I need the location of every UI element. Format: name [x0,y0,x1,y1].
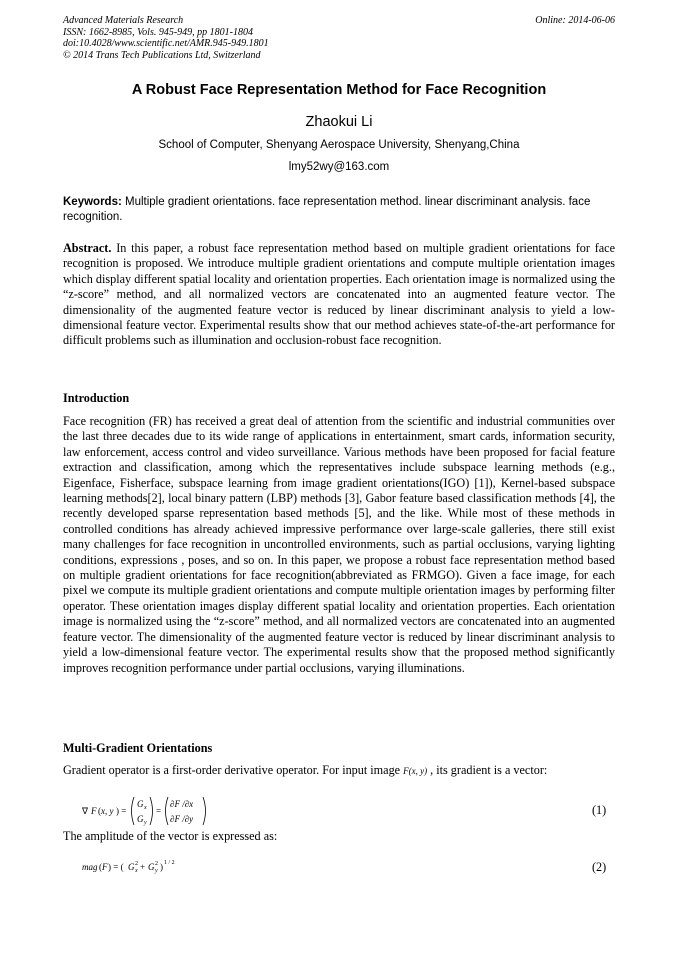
svg-text:∇: ∇ [82,806,89,816]
svg-text:G: G [128,862,135,872]
journal-header [63,15,269,61]
svg-text:∂F /∂x: ∂F /∂x [170,799,194,809]
abstract-text: In this paper, a robust face representation method based on multiple gradient orientations for face recognition is proposed. We introduce multiple gradient orientations and compute multiple orientation images which display different spatial locality and orientation properties. Each orientation image is normalized using the “z-score” method, and all normalized vectors are concatenated into an augmented feature vector. The dimensionality of the augmented feature vector is reduced by linear discriminant analysis to yield a low-dimensional feature vector. Experimental results show that our method achieves state-of-the-art performance for difficult problems such as illumination and occlusion-robust face recognition. [63,241,615,348]
svg-text:G: G [137,814,144,824]
equation-2 [82,856,192,876]
gradient-text-b: , its gradient is a vector: [427,763,548,777]
svg-text:2: 2 [155,861,158,867]
svg-text:+: + [140,862,146,872]
svg-text:mag: mag [82,862,98,872]
svg-text:x: x [144,805,147,811]
gradient-sentence [63,763,615,779]
keywords-text: Multiple gradient orientations. face representation method. linear discriminant analysis. face recognition. [63,196,591,223]
svg-text:x: x [135,868,138,874]
svg-text:y: y [144,820,147,826]
keywords-label: Keywords: [63,196,122,208]
svg-text:F: F [102,862,108,872]
equation-2-number: (2) [592,860,607,874]
abstract [63,241,615,349]
paper-author: Zhaokui Li [305,114,373,130]
equation-1 [82,794,222,828]
svg-text:(: ( [99,862,102,872]
paper-email: lmy52wy@163.com [288,161,390,173]
paper-title: A Robust Face Representation Method for Face Recognition [131,82,547,98]
svg-text:2: 2 [135,861,138,867]
svg-text:): ) [160,862,163,872]
journal-issn: ISSN: 1662-8985, Vols. 945-949, pp 1801-1804 [63,26,253,38]
intro-heading: Introduction [63,391,130,405]
svg-text:(: ( [98,806,101,816]
svg-text:1 / 2: 1 / 2 [164,860,175,866]
intro-paragraph: Face recognition (FR) has received a great deal of attention from the scientific and industrial communities over the last three decades due to its wide range of applications in entertainment, smart cards, information security, law enforcement, access control and video surveillance. Various methods have been proposed for facial feature extraction and classification, among which the representatives include subspace learning methods (e.g., Eigenface, Fisherface, subspace learning from image gradient orientations(IGO) [1]), Kernel-based subspace learning methods[2], local binary pattern (LBP) methods [3], Gabor feature based classification methods [4], the recently developed sparse representation based methods [5], and the like. While most of these methods in controlled conditions has already achieved impressive performance over large-scale galleries, there still exist many challenges for face recognition in uncontrolled environments, such as partial occlusions, varying lighting conditions, expressions , poses, and so on. In this paper, we propose a robust face representation method based on multiple gradient orientations for face recognition(abbreviated as FRMGO). Given a face image, for each pixel we compute its multiple gradient orientations and compute multiple orientation images by performing filter operator. These orientation images display different spatial locality and orientation properties. Each orientation image is normalized using the “z-score” method, and all normalized vectors are concatenated into an augmented feature vector. The dimensionality of the augmented feature vector is reduced by linear discriminant analysis to yield a low-dimensional feature vector. The experimental results show that the proposed method significantly improves recognition performance under partial occlusions, varying illuminations. [63,414,615,675]
paper-affiliation: School of Computer, Shenyang Aerospace University, Shenyang,China [158,139,520,151]
journal-doi: doi:10.4028/www.scientific.net/AMR.945-949.1801 [63,38,269,49]
journal-copyright: © 2014 Trans Tech Publications Ltd, Switzerland [63,49,261,61]
gradient-text-a: Gradient operator is a first-order derivative operator. For input image [63,763,404,777]
journal-name: Advanced Materials Research [63,15,184,26]
mgo-heading: Multi-Gradient Orientations [63,741,213,755]
svg-text:G: G [148,862,155,872]
svg-text:F: F [91,806,97,816]
abstract-label: Abstract. [63,241,112,255]
amplitude-sentence: The amplitude of the vector is expressed as: [63,829,278,843]
svg-text:=: = [156,806,162,816]
online-date: Online: 2014-06-06 [535,15,615,26]
svg-text:x, y: x, y [101,806,114,816]
svg-text:) = (: ) = ( [108,862,124,872]
svg-text:∂F /∂y: ∂F /∂y [170,814,194,824]
svg-text:G: G [137,799,144,809]
svg-text:y: y [155,868,158,874]
svg-text:) =: ) = [116,806,127,816]
equation-1-number: (1) [592,803,607,817]
gradient-inline-math: F(x, y) [403,766,428,776]
keywords [63,195,615,225]
